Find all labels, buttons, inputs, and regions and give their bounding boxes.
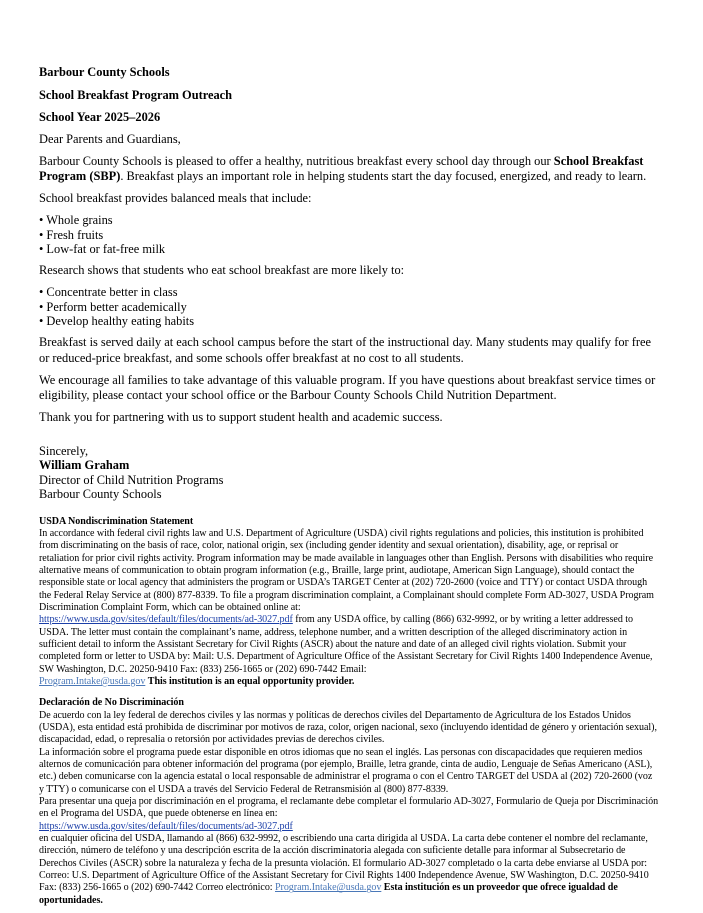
ad3027-link[interactable]: https://www.usda.gov/sites/default/files/documents/ad-3027.pdf (39, 614, 293, 626)
es-paragraph-3: Para presentar una queja por discriminación en el programa, el reclamante debe completar el formulario AD-3027, Formulario de Queja por Discriminación en el Programa del USDA, que puede obtenerse en línea en: (39, 796, 659, 820)
nondiscrimination-es-title: Declaración de No Discriminación (39, 697, 184, 709)
en-body-text: In accordance with federal civil rights law and U.S. Department of Agriculture (USDA) civil rights regulations and policies, this institution is prohibited from discriminating on the basis of race, color, national origin, sex (including gender identity and sexual orientation), disability, age, or reprisal or retaliation for prior civil rights activity. Program information may be made available in languages other than English. Persons with disabilities who require alternative means of communication to obtain program information (e.g., Braille, large print, audiotape, American Sign Language), should contact the responsible state or local agency that administers the program or USDA’s TARGET Center at (202) 720-2600 (voice and TTY) or contact USDA through the Federal Relay Service at (800) 877-8339. To file a program discrimination complaint, a Complainant should complete Form AD-3027, USDA Program Discrimination Complaint Form, which can be obtained online at: (39, 527, 654, 613)
letter-page (39, 64, 659, 907)
es-paragraph-1: De acuerdo con la ley federal de derechos civiles y las normas y políticas de derechos civiles del Departamento de Agricultura de los Estados Unidos (USDA), esta entidad está prohibida de discriminar por motivos de raza, color, origen nacional, sexo (incluyendo identidad de género y orientación sexual), discapacidad, edad, o represalia o retorsión por actividades previas de derechos civiles. (39, 709, 657, 746)
nondiscrimination-en-title: USDA Nondiscrimination Statement (39, 515, 194, 527)
en-closing: This institution is an equal opportunity provider. (147, 675, 355, 687)
email-link-es[interactable]: Program.Intake@usda.gov (275, 882, 382, 894)
es-paragraph-4 (39, 833, 659, 907)
greeting: Dear Parents and Guardians, (39, 131, 181, 146)
list-item: • Whole grains (39, 213, 113, 227)
signer-name: William Graham (39, 458, 130, 472)
list-item: • Perform better academically (39, 299, 187, 314)
nondiscrimination-en (39, 516, 659, 689)
served-paragraph: Breakfast is served daily at each school campus before the start of the instructional day. Many students may qualify for free or reduced-price breakfast, and some schools offer breakfast at no cost to all students. (39, 335, 651, 365)
thanks-paragraph: Thank you for partnering with us to support student health and academic success. (39, 410, 443, 424)
benefits-list (39, 285, 659, 329)
signature-block (39, 444, 659, 502)
signer-title: Director of Child Nutrition Programs (39, 472, 224, 487)
es-body-text: en cualquier oficina del USDA, llamando al (866) 632-9992, o escribiendo una carta dirigida al USDA. La carta debe contener el nombre del reclamante, dirección, número de teléfono y una descripción escrita de la acción discriminatoria alegada con suficiente detalle para informar al Subsecretario de Derechos Civiles (ASCR) sobre la naturaleza y fecha de la presunta violación. El formulario AD-3027 completado o la carta debe enviarse al USDA por: Correo: U.S. Department of Agriculture Office of the Assistant Secretary for Civil Rights 1400 Independence Avenue, SW Washington, D.C. 20250-9410 Fax: (833) 256-1665 o (202) 690-7442 Correo electrónico: (39, 833, 649, 894)
list-item: • Fresh fruits (39, 227, 104, 242)
intro-paragraph (39, 154, 659, 185)
year-heading: School Year 2025–2026 (39, 110, 161, 124)
ad3027-link-es[interactable]: https://www.usda.gov/sites/default/files/documents/ad-3027.pdf (39, 820, 293, 832)
list-item: • Concentrate better in class (39, 285, 178, 299)
es-closing: Esta institución es un proveedor que ofrece igualdad de oportunidades. (39, 882, 618, 906)
email-link[interactable]: Program.Intake@usda.gov (39, 675, 146, 687)
org-heading: Barbour County Schools (39, 65, 170, 79)
program-heading: School Breakfast Program Outreach (39, 87, 233, 102)
nondiscrimination-en-body (39, 528, 659, 688)
intro-text-a: Barbour County Schools is pleased to offer a healthy, nutritious breakfast every school day through our (39, 153, 554, 168)
meals-list (39, 213, 659, 257)
intro-text-b: . Breakfast plays an important role in helping students start the day focused, energized, and ready to learn. (120, 169, 647, 183)
list-item: • Low-fat or fat-free milk (39, 242, 166, 256)
en-body-text-2: from any USDA office, by calling (866) 632-9992, or by writing a letter addressed to USDA. The letter must contain the complainant’s name, address, telephone number, and a written description of the alleged discriminatory action in sufficient detail to inform the Assistant Secretary for Civil Rights (ASCR) about the nature and date of an alleged civil rights violation. Submit your completed form or letter to USDA by: Mail: U.S. Department of Agriculture Office of the Assistant Secretary for Civil Rights 1400 Independence Avenue, SW Washington, D.C. 20250-9410 Fax: (833) 256-1665 or (202) 690-7442 Email: (39, 614, 653, 675)
intro-program-name: School Breakfast Program (SBP) (39, 153, 644, 183)
closing: Sincerely, (39, 443, 89, 458)
es-paragraph-2: La información sobre el programa puede estar disponible en otros idiomas que no sean el inglés. Las personas con discapacidades que requieren medios alternos de comunicación para obtener información del programa (por ejemplo, Braille, letra grande, cinta de audio, Lenguaje de Señas Americano (ASL), etc.) deben comunicarse con la agencia estatal o local responsable de administrar el programa o con el Centro TARGET del USDA al (202) 720-2600 (voz y TTY) o comunicarse con el USDA a través del Servicio Federal de Retransmisión al (800) 877-8339. (39, 746, 653, 795)
list-item: • Develop healthy eating habits (39, 314, 195, 328)
signer-org: Barbour County Schools (39, 487, 162, 501)
nondiscrimination-es (39, 697, 659, 907)
research-intro: Research shows that students who eat school breakfast are more likely to: (39, 263, 405, 277)
meals-intro: School breakfast provides balanced meals that include: (39, 191, 312, 205)
encourage-paragraph: We encourage all families to take advantage of this valuable program. If you have questions about breakfast service times or eligibility, please contact your school office or the Barbour County Schools Child Nutrition Department. (39, 372, 656, 402)
